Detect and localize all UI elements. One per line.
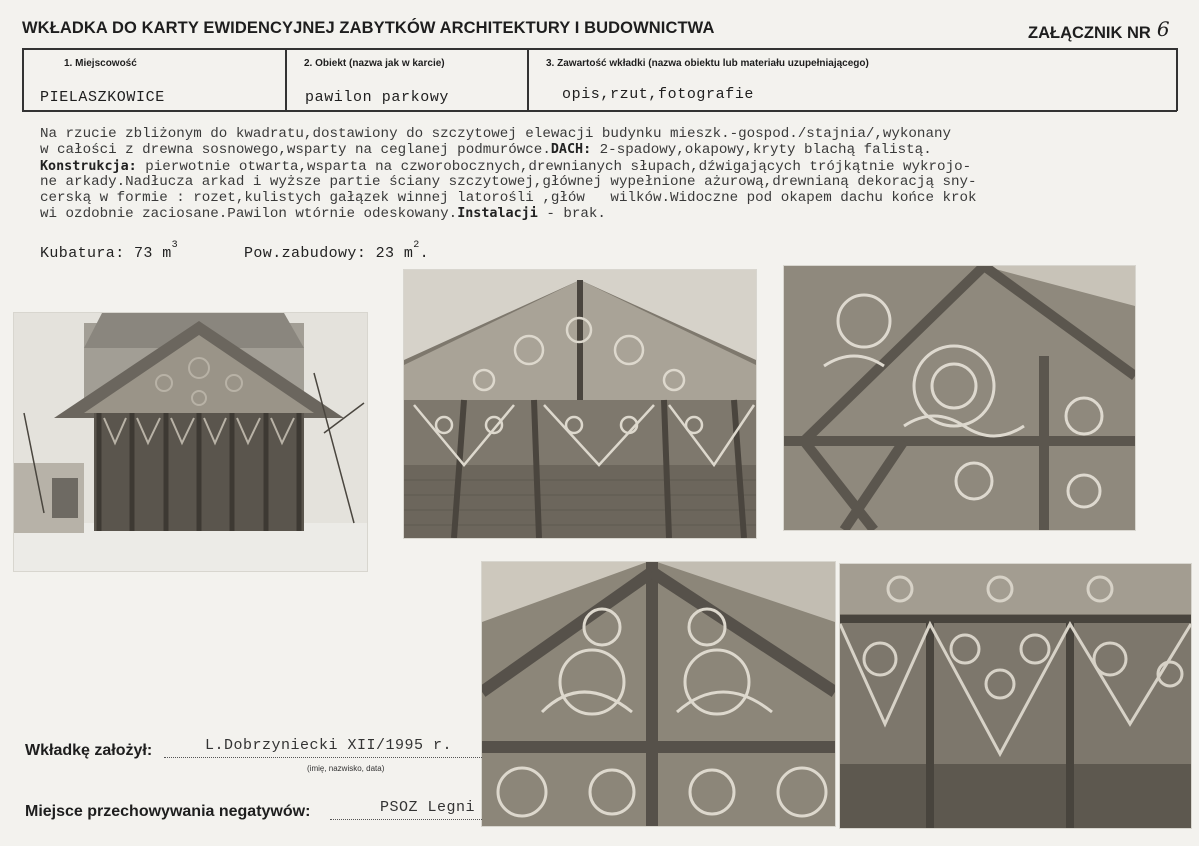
- volume-exponent: 3: [171, 240, 179, 251]
- header-rule: [22, 48, 1177, 50]
- carving-closeup-image: [784, 266, 1135, 530]
- document-title: WKŁADKA DO KARTY EWIDENCYJNEJ ZABYTKÓW ARCHITEKTURY I BUDOWNICTWA: [22, 19, 715, 37]
- description-construction-label: Konstrukcja:: [40, 158, 137, 174]
- volume-metric: [40, 240, 179, 262]
- gable-detail-image: [404, 270, 756, 538]
- content-label: 3. Zawartość wkładki (nazwa obiektu lub materiału uzupełniającego): [546, 58, 869, 69]
- negatives-storage-label: Miejsce przechowywania negatywów:: [25, 803, 311, 820]
- description-line-1: Na rzucie zbliżonym do kwadratu,dostawiony do szczytowej elewacji budynku mieszk.-gospod./stajnia/,wykonany: [40, 126, 951, 142]
- locality-label: 1. Miejscowość: [64, 58, 137, 69]
- description-line-3b: pierwotnie otwarta,wsparta na czworobocznych,drewnianych słupach,dźwigających trójkątnie wykrojo-: [136, 158, 972, 175]
- fields-divider-1: [22, 48, 24, 111]
- fields-bottom-rule: [22, 110, 1177, 112]
- locality-value: PIELASZKOWICE: [40, 89, 165, 106]
- fields-divider-4: [1176, 48, 1178, 111]
- created-by-label: Wkładkę założył:: [25, 742, 153, 759]
- gable-apex-image: [482, 562, 835, 826]
- description-line-2a: w całości z drewna sosnowego,wsparty na ceglanej podmurówce.: [40, 142, 551, 159]
- photo-gable-apex: [482, 562, 835, 826]
- description-line-6b: - brak.: [537, 206, 606, 223]
- area-exponent: 2: [413, 240, 420, 251]
- created-by-hint: (imię, nazwisko, data): [307, 764, 385, 773]
- photo-pavilion-exterior: [14, 313, 367, 571]
- area-value: 23 m: [375, 245, 414, 262]
- volume-label: Kubatura:: [40, 245, 125, 262]
- description-installations-label: Instalacji: [457, 206, 538, 222]
- description-line-2b: 2-spadowy,okapowy,kryty blachą falistą.: [591, 142, 932, 159]
- fields-divider-3: [527, 48, 529, 111]
- annex-label: [1028, 19, 1170, 43]
- description-line-5: cerską w formie : rozet,kulistych gałązek winnej latorośli ,głów wilków.Widoczne pod okapem dachu końce krok: [40, 189, 977, 206]
- annex-label-text: ZAŁĄCZNIK NR: [1028, 24, 1151, 42]
- area-label: Pow.zabudowy:: [244, 245, 367, 262]
- arcade-trusses-image: [840, 564, 1191, 828]
- created-by-dotted-line: [164, 756, 482, 758]
- fields-divider-2: [285, 48, 287, 111]
- volume-value: 73 m: [134, 245, 172, 262]
- description-line-4: ne arkady.Nadłucza arkad i wyższe partie ściany szczytowej,głównej wypełnione ażurową,drewnianą dekoracją sny-: [40, 174, 977, 191]
- negatives-storage-value: PSOZ Legni: [380, 799, 476, 816]
- description-text: [40, 127, 1165, 222]
- photo-gable-detail: [404, 270, 756, 538]
- content-value: opis,rzut,fotografie: [562, 86, 755, 103]
- object-value: pawilon parkowy: [305, 89, 450, 106]
- photo-arcade-trusses: [840, 564, 1191, 828]
- annex-number: 6: [1156, 17, 1170, 41]
- area-metric: [244, 240, 430, 262]
- created-by-value: L.Dobrzyniecki XII/1995 r.: [205, 737, 453, 754]
- description-roof-label: DACH:: [550, 142, 592, 158]
- area-end: .: [419, 245, 430, 262]
- pavilion-exterior-image: [14, 313, 367, 571]
- negatives-storage-dotted-line: [330, 818, 482, 820]
- photo-carving-closeup: [784, 266, 1135, 530]
- object-label: 2. Obiekt (nazwa jak w karcie): [304, 58, 445, 69]
- description-line-6a: wi ozdobnie zaciosane.Pawilon wtórnie odeskowany.: [40, 206, 458, 223]
